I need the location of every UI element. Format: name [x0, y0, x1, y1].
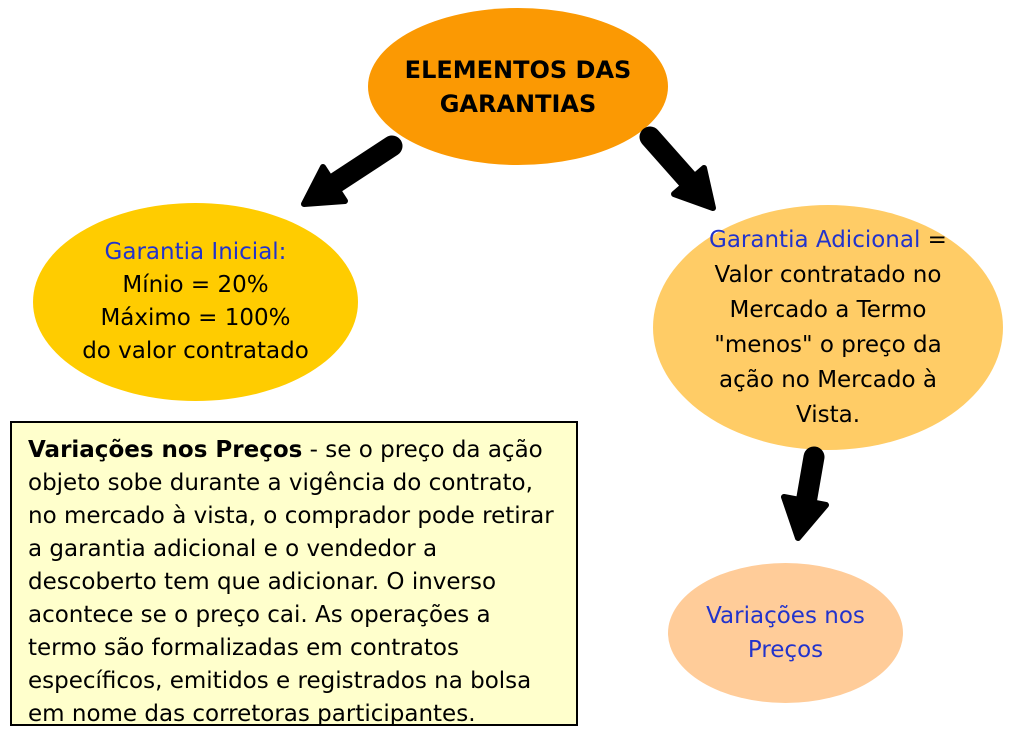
note-lead-bold: Variações nos Preços: [28, 437, 303, 463]
note-line: específicos, emitidos e registrados na bolsa: [28, 668, 532, 694]
arrow-down-left-icon: [304, 146, 392, 204]
root-title-line1: ELEMENTOS DAS: [404, 55, 632, 84]
garantia-adicional-heading-line: [709, 223, 947, 258]
garantia-adicional-line: Valor contratado no: [714, 261, 942, 288]
note-lead-rest: - se o preço da ação: [302, 437, 543, 463]
note-line: termo são formalizadas em contratos: [28, 635, 459, 661]
garantia-adicional-line: Mercado a Termo: [729, 296, 927, 323]
garantia-adicional-line: "menos" o preço da: [714, 331, 942, 358]
variacoes-line2: Preços: [747, 637, 824, 663]
garantia-adicional-heading-suffix: =: [920, 226, 947, 253]
note-line: acontece se o preço cai. As operações a: [28, 602, 491, 628]
variacoes-line1: Variações nos: [706, 603, 865, 629]
ellipse-garantia-inicial: [33, 203, 358, 401]
garantia-inicial-heading: Garantia Inicial:: [104, 239, 287, 265]
ellipse-variacoes-nos-precos: [668, 563, 903, 703]
garantia-adicional-heading: Garantia Adicional: [709, 226, 921, 253]
garantia-inicial-line: do valor contratado: [82, 338, 309, 364]
garantia-inicial-line: Mínio = 20%: [122, 272, 269, 298]
root-title-line2: GARANTIAS: [439, 89, 597, 118]
root-ellipse-elementos-das-garantias: [368, 8, 668, 165]
variacoes-note-box: [10, 421, 578, 726]
arrow-down-right-icon: [650, 137, 713, 208]
note-line: a garantia adicional e o vendedor a: [28, 536, 438, 562]
arrow-down-icon: [784, 457, 826, 538]
note-line: em nome das corretoras participantes.: [28, 701, 476, 727]
note-line: objeto sobe durante a vigência do contrato,: [28, 470, 533, 496]
garantia-adicional-line: ação no Mercado à: [719, 366, 937, 393]
note-line: descoberto tem que adicionar. O inverso: [28, 569, 497, 595]
note-line: [28, 434, 576, 467]
garantia-adicional-line: Vista.: [795, 401, 861, 428]
garantia-inicial-line: Máximo = 100%: [100, 305, 291, 331]
ellipse-garantia-adicional: [653, 205, 1003, 450]
note-line: no mercado à vista, o comprador pode retirar: [28, 503, 554, 529]
